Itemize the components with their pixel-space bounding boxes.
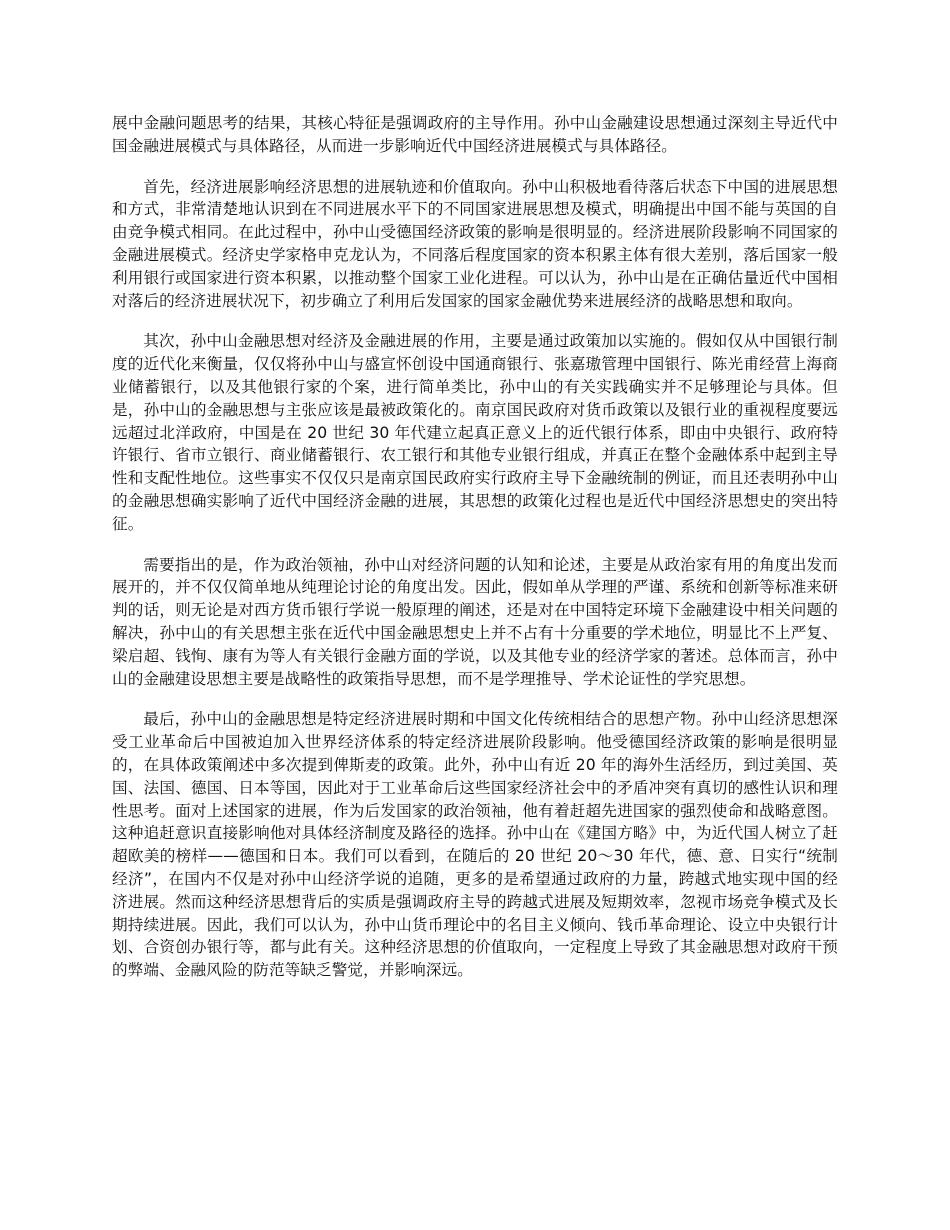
paragraph-first-point: 首先，经济进展影响经济思想的进展轨迹和价值取向。孙中山积极地看待落后状态下中国的进展思想和方式，非常清楚地认识到在不同进展水平下的不同国家进展思想及模式，明确提出中国不能与英国的自由竞争模式相同。在此过程中，孙中山受德国经济政策的影响是很明显的。经济进展阶段影响不同国家的金融进展模式。经济史学家格申克龙认为，不同落后程度国家的资本积累主体有很大差别，落后国家一般利用银行或国家进行资本积累，以推动整个国家工业化进程。可以认为，孙中山是在正确估量近代中国相对落后的经济进展状况下，初步确立了利用后发国家的国家金融优势来进展经济的战略思想和取向。 [112,177,838,310]
paragraph-last-point: 最后，孙中山的金融思想是特定经济进展时期和中国文化传统相结合的思想产物。孙中山经济思想深受工业革命后中国被迫加入世界经济体系的特定经济进展阶段影响。他受德国经济政策的影响是很明显的，在具体政策阐述中多次提到俾斯麦的政策。此外，孙中山有近 20 年的海外生活经历，到过美国、英国、法国、德国、日本等国，因此对于工业革命后这些国家经济社会中的矛盾冲突有真切的感性认识和理性思考。面对上述国家的进展，作为后发国家的政治领袖，他有着赶超先进国家的强烈使命和战略意图。这种追赶意识直接影响他对具体经济制度及路径的选择。孙中山在《建国方略》中，为近代国人树立了赶超欧美的榜样——德国和日本。我们可以看到，在随后的 20 世纪 20～30 年代，德、意、日实行“统制经济”，在国内不仅是对孙中山经济学说的追随，更多的是希望通过政府的力量，跨越式地实现中国的经济进展。然而这种经济思想背后的实质是强调政府主导的跨越式进展及短期效率，忽视市场竞争模式及长期持续进展。因此，我们可以认为，孙中山货币理论中的名目主义倾向、钱币革命理论、设立中央银行计划、合资创办银行等，都与此有关。这种经济思想的价值取向，一定程度上导致了其金融思想对政府干预的弊端、金融风险的防范等缺乏警觉，并影响深远。 [112,710,838,980]
paragraph-second-point: 其次，孙中山金融思想对经济及金融进展的作用，主要是通过政策加以实施的。假如仅从中国银行制度的近代化来衡量，仅仅将孙中山与盛宣怀创设中国通商银行、张嘉璈管理中国银行、陈光甫经营上海商业储蓄银行，以及其他银行家的个案，进行简单类比，孙中山的有关实践确实并不足够理论与具体。但是，孙中山的金融思想与主张应该是最被政策化的。南京国民政府对货币政策以及银行业的重视程度要远远超过北洋政府，中国是在 20 世纪 30 年代建立起真正意义上的近代银行体系，即由中央银行、政府特许银行、省市立银行、商业储蓄银行、农工银行和其他专业银行组成，并真正在整个金融体系中起到主导性和支配性地位。这些事实不仅仅只是南京国民政府实行政府主导下金融统制的例证，而且还表明孙中山的金融思想确实影响了近代中国经济金融的进展，其思想的政策化过程也是近代中国经济思想史的突出特征。 [112,332,838,533]
document-page [112,112,838,1000]
paragraph-political-leader: 需要指出的是，作为政治领袖，孙中山对经济问题的认知和论述，主要是从政治家有用的角度出发而展开的，并不仅仅简单地从纯理论讨论的角度出发。因此，假如单从学理的严谨、系统和创新等标准来研判的话，则无论是对西方货币银行学说一般原理的阐述，还是对在中国特定环境下金融建设中相关问题的解决，孙中山的有关思想主张在近代中国金融思想史上并不占有十分重要的学术地位，明显比不上严复、梁启超、钱恂、康有为等人有关银行金融方面的学说，以及其他专业的经济学家的著述。总体而言，孙中山的金融建设思想主要是战略性的政策指导思想，而不是学理推导、学术论证性的学究思想。 [112,555,838,688]
paragraph-continuation: 展中金融问题思考的结果，其核心特征是强调政府的主导作用。孙中山金融建设思想通过深刻主导近代中国金融进展模式与具体路径，从而进一步影响近代中国经济进展模式与具体路径。 [112,114,838,155]
